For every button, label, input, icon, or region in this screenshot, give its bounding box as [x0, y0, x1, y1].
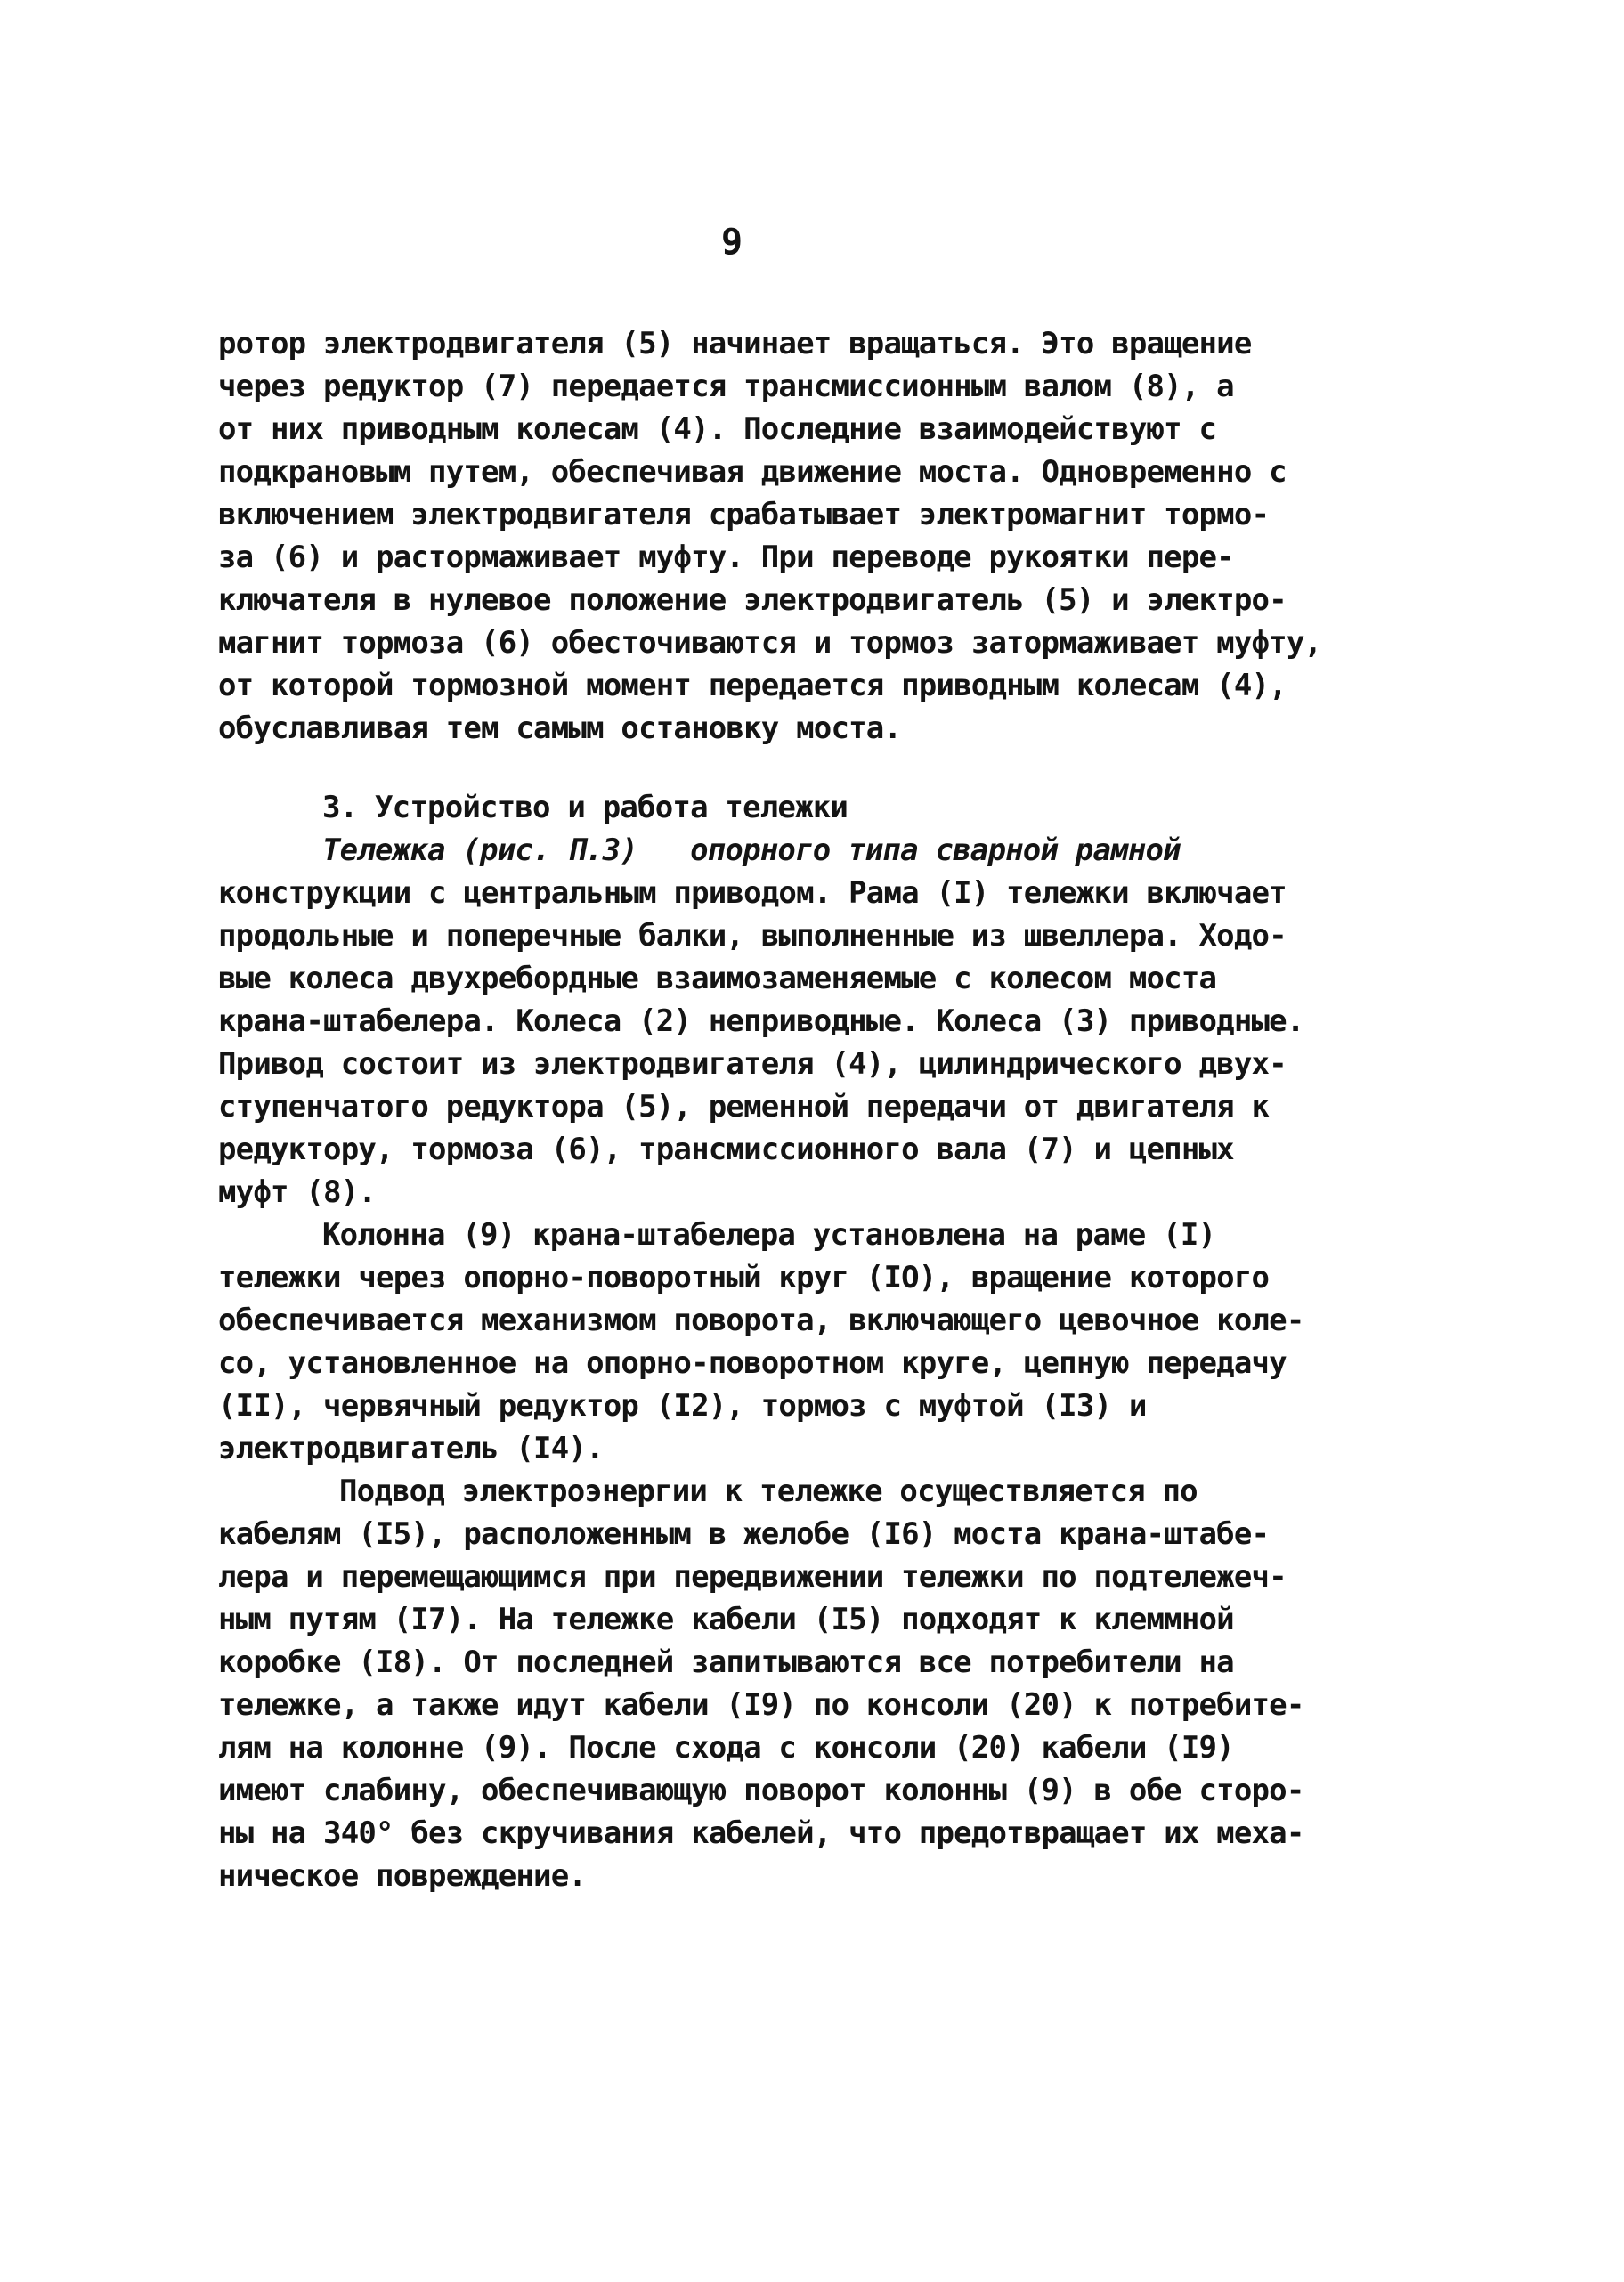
text-line: лера и перемещающимся при передвижении тележки по подтележеч- [218, 1559, 1287, 1595]
text-line: включением электродвигателя срабатывает электромагнит тормо- [218, 497, 1270, 532]
text-line: ротор электродвигателя (5) начинает вращаться. Это вращение [218, 326, 1252, 361]
text-line: от них приводным колесам (4). Последние взаимодействуют с [218, 411, 1217, 447]
text-line: вые колеса двухребордные взаимозаменяемые с колесом моста [218, 961, 1217, 996]
text-line: ны на 340° без скручивания кабелей, что предотвращает их меха- [218, 1815, 1304, 1851]
text-line: ным путям (I7). На тележке кабели (I5) подходят к клеммной [218, 1602, 1234, 1637]
text-line: конструкции с центральным приводом. Рама (I) тележки включает [218, 875, 1287, 911]
text-line: обуславливая тем самым остановку моста. [218, 711, 902, 746]
text-line: через редуктор (7) передается трансмиссионным валом (8), а [218, 369, 1234, 404]
paragraph-1 [218, 322, 1331, 750]
paragraph-2 [218, 829, 1331, 1897]
text-line: ническое повреждение. [218, 1858, 587, 1894]
text-line: со, установленное на опорно-поворотном круге, цепную передачу [218, 1345, 1287, 1381]
text-line: тележки через опорно-поворотный круг (IO), вращение которого [218, 1260, 1270, 1295]
text-line: имеют слабину, обеспечивающую поворот колонны (9) в обе сторо- [218, 1773, 1304, 1808]
text-line: Колонна (9) крана-штабелера установлена на раме (I) [322, 1217, 1216, 1253]
text-line: Подвод электроэнергии к тележке осуществляется по [339, 1474, 1198, 1509]
text-line: лям на колонне (9). После схода с консоли (20) кабели (I9) [218, 1730, 1234, 1766]
text-line: муфт (8). [218, 1174, 377, 1210]
text-line: тележке, а также идут кабели (I9) по консоли (20) к потребите- [218, 1687, 1304, 1723]
text-line: редуктору, тормоза (6), трансмиссионного вала (7) и цепных [218, 1132, 1234, 1167]
page-number: 9 [721, 222, 743, 263]
text-line: за (6) и растормаживает муфту. При переводе рукоятки пере- [218, 540, 1234, 575]
text-line: подкрановым путем, обеспечивая движение моста. Одновременно с [218, 454, 1287, 490]
text-line: кабелям (I5), расположенным в желобе (I6) моста крана-штабе- [218, 1516, 1270, 1552]
text-line: магнит тормоза (6) обесточиваются и тормоз затормаживает муфту, [218, 625, 1322, 661]
text-line-italic: Тележка (рис. П.3) опорного типа сварной рамной [322, 832, 1181, 868]
section-heading: 3. Устройство и работа тележки [322, 790, 849, 825]
text-line: от которой тормозной момент передается приводным колесам (4), [218, 668, 1287, 703]
text-line: Привод состоит из электродвигателя (4), цилиндрического двух- [218, 1046, 1287, 1082]
text-line: обеспечивается механизмом поворота, включающего цевочное коле- [218, 1303, 1304, 1338]
text-line: коробке (I8). От последней запитываются все потребители на [218, 1645, 1234, 1680]
text-line: ключателя в нулевое положение электродвигатель (5) и электро- [218, 582, 1287, 618]
text-line: электродвигатель (I4). [218, 1431, 604, 1466]
text-line: продольные и поперечные балки, выполненные из швеллера. Ходо- [218, 918, 1287, 954]
text-line: ступенчатого редуктора (5), ременной передачи от двигателя к [218, 1089, 1270, 1125]
text-line: крана-штабелера. Колеса (2) неприводные. Колеса (3) приводные. [218, 1003, 1304, 1039]
text-line: (II), червячный редуктор (I2), тормоз с муфтой (I3) и [218, 1388, 1147, 1424]
